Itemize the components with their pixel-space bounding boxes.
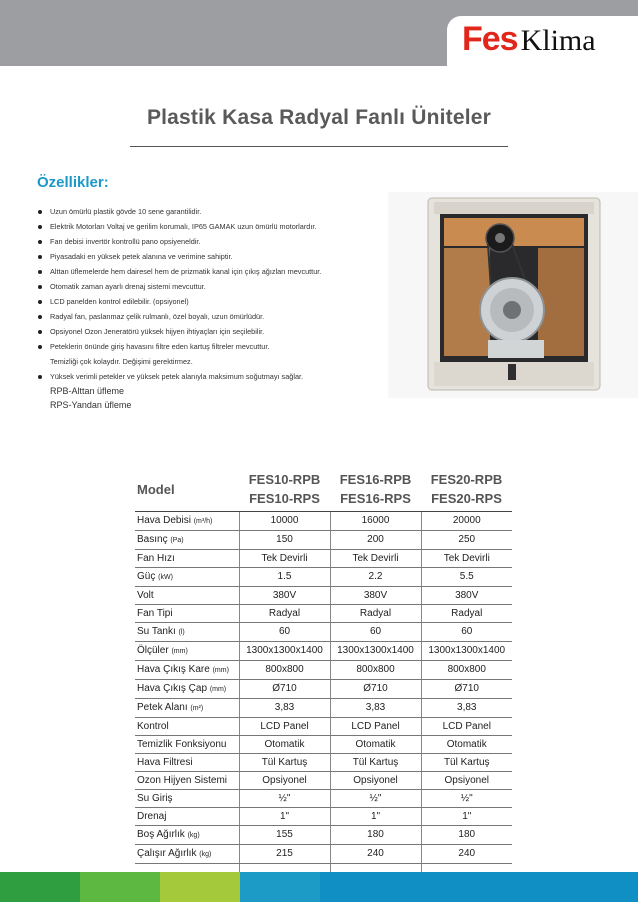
model-column-header [330,468,421,511]
model-name: FES16-RPS [340,491,411,507]
table-row [135,660,512,679]
feature-item: Yüksek verimli petekler ve yüksek petek alanıyla maksimum soğutmayı sağlar. [38,369,388,384]
model-column-header [421,468,512,511]
spec-value: 215 [239,844,330,863]
feature-item: Opsiyonel Ozon Jeneratörü yüksek hijyen ihtiyaçları için seçilebilir. [38,324,388,339]
table-row [135,771,512,789]
feature-item: Piyasadaki en yüksek petek alanına ve verimine sahiptir. [38,249,388,264]
spec-label-text: Çalışır Ağırlık [137,847,197,859]
feature-item: LCD panelden kontrol edilebilir. (opsiyonel) [38,294,388,309]
model-name: FES10-RPS [249,491,320,507]
spec-value: 380V [330,586,421,604]
features-heading: Özellikler: [37,174,109,191]
spec-label-text: Hava Filtresi [137,756,193,768]
model-header: Model [135,468,239,511]
spec-value: 200 [330,530,421,549]
spec-label [135,549,239,567]
spec-value: 1300x1300x1400 [421,641,512,660]
table-row [135,604,512,622]
logo-word: Klima [520,24,596,57]
table-row [135,807,512,825]
spec-value: Ø710 [421,679,512,698]
spec-unit: (m³/h) [193,517,213,525]
spec-unit: (mm) [209,685,227,693]
spec-value: Tek Devirli [239,549,330,567]
spec-value: 800x800 [330,660,421,679]
spec-value: 180 [330,825,421,844]
spec-value: Otomatik [421,735,512,753]
spec-label-text: Su Tankı [137,625,176,637]
spec-value: Tül Kartuş [421,753,512,771]
feature-item: Fan debisi invertör kontrollü pano opsiyeneldir. [38,234,388,249]
feature-item: Peteklerin önünde giriş havasını filtre eden kartuş filtreler mevcuttur. [38,339,388,354]
feature-item: Elektrik Motorları Voltaj ve gerilim korumalı, IP65 GAMAK uzun ömürlü motorlardır. [38,219,388,234]
footer-stripe [160,872,240,902]
feature-item: Radyal fan, paslanmaz çelik rulmanlı, özel boyalı, uzun ömürlüdür. [38,309,388,324]
table-row [135,549,512,567]
spec-value: Radyal [421,604,512,622]
spec-value: 1" [330,807,421,825]
table-row [135,753,512,771]
spec-value: 250 [421,530,512,549]
spec-label [135,735,239,753]
spec-unit: (l) [178,628,185,636]
footer-color-stripes [0,872,638,902]
features-list [38,204,388,412]
spec-value: Ø710 [330,679,421,698]
spec-value: 3,83 [330,698,421,717]
spec-value: 1300x1300x1400 [239,641,330,660]
spec-value: LCD Panel [421,717,512,735]
spec-table [135,468,512,875]
spec-label-text: Boş Ağırlık [137,828,185,840]
spec-label-text: Su Giriş [137,792,173,804]
spec-value: Tül Kartuş [239,753,330,771]
logo-mark: Fes [462,20,518,58]
page-title: Plastik Kasa Radyal Fanlı Üniteler [146,106,492,129]
table-header-row [135,468,512,511]
spec-unit: (mm) [171,647,188,655]
table-row [135,717,512,735]
spec-label-text: Fan Tipi [137,607,173,619]
spec-label [135,807,239,825]
spec-label-text: Drenaj [137,810,167,822]
spec-value: Opsiyonel [330,771,421,789]
spec-value: Opsiyonel [421,771,512,789]
spec-value: 5.5 [421,567,512,586]
spec-label [135,698,239,717]
spec-unit: (kg) [187,831,200,839]
spec-value: 3,83 [421,698,512,717]
spec-label [135,660,239,679]
spec-label [135,586,239,604]
spec-value: 1" [239,807,330,825]
spec-value: Otomatik [330,735,421,753]
model-name: FES16-RPB [339,472,412,488]
spec-value: 3,83 [239,698,330,717]
footer-stripe [320,872,638,902]
spec-value: 150 [239,530,330,549]
blow-direction-note: RPS-Yandan üfleme [50,400,132,410]
spec-value: ½" [421,789,512,807]
spec-value: 60 [421,622,512,641]
model-name: FES20-RPS [431,491,502,507]
spec-value: 20000 [421,511,512,530]
spec-value: Tek Devirli [330,549,421,567]
spec-unit: (mm) [212,666,229,674]
table-row [135,530,512,549]
product-image [388,192,638,398]
spec-value: Tül Kartuş [330,753,421,771]
spec-value: 10000 [239,511,330,530]
spec-label [135,604,239,622]
table-row [135,844,512,863]
table-row [135,511,512,530]
spec-label-text: Fan Hızı [137,552,175,564]
spec-value: Tek Devirli [421,549,512,567]
spec-value: 60 [330,622,421,641]
spec-label [135,622,239,641]
spec-value: 16000 [330,511,421,530]
spec-label [135,789,239,807]
spec-value: 800x800 [239,660,330,679]
spec-label [135,753,239,771]
fes-klima-logo [462,22,596,56]
spec-label-text: Petek Alanı [137,701,188,713]
spec-value: Opsiyonel [239,771,330,789]
spec-label [135,679,239,698]
table-row [135,698,512,717]
spec-value: 180 [421,825,512,844]
spec-value: ½" [330,789,421,807]
spec-value: Radyal [330,604,421,622]
spec-value: LCD Panel [330,717,421,735]
table-row [135,825,512,844]
spec-value: Otomatik [239,735,330,753]
spec-label-text: Volt [137,589,154,601]
blow-direction-note: RPB-Alttan üfleme [50,386,125,396]
feature-item: Otomatik zaman ayarlı drenaj sistemi mevcuttur. [38,279,388,294]
spec-label-text: Temizlik Fonksiyonu [137,738,227,750]
spec-unit: (kg) [199,850,212,858]
table-row [135,622,512,641]
spec-label-text: Hava Debisi [137,514,191,526]
spec-value: 1.5 [239,567,330,586]
spec-label [135,511,239,530]
spec-value: Radyal [239,604,330,622]
footer-stripe [80,872,160,902]
table-row [135,567,512,586]
spec-label [135,530,239,549]
spec-label [135,567,239,586]
title-divider [130,146,508,147]
table-row [135,789,512,807]
spec-value: Ø710 [239,679,330,698]
spec-value: 2.2 [330,567,421,586]
model-name: FES20-RPB [430,472,503,488]
model-column-header [239,468,330,511]
feature-item: Uzun ömürlü plastik gövde 10 sene garantilidir. [38,204,388,219]
spec-label-text: Ozon Hijyen Sistemi [137,774,228,786]
spec-value: ½" [239,789,330,807]
footer-stripe [240,872,320,902]
feature-item: Temizliği çok kolaydır. Değişimi gerektirmez. [50,357,193,366]
spec-value: 240 [421,844,512,863]
spec-value: 155 [239,825,330,844]
spec-label-text: Kontrol [137,720,169,732]
model-name: FES10-RPB [248,472,321,488]
spec-value: LCD Panel [239,717,330,735]
spec-label [135,717,239,735]
spec-label [135,844,239,863]
spec-label [135,771,239,789]
table-row [135,735,512,753]
spec-label-text: Basınç [137,533,168,545]
spec-label [135,641,239,660]
spec-label-text: Güç [137,570,156,582]
spec-value: 240 [330,844,421,863]
feature-item: Alttan üflemelerde hem dairesel hem de prizmatik kanal için çıkış ağızları mevcuttur. [38,264,388,279]
spec-value: 380V [421,586,512,604]
spec-label-text: Hava Çıkış Çap [137,682,208,694]
spec-value: 60 [239,622,330,641]
table-row [135,679,512,698]
table-row [135,586,512,604]
spec-value: 380V [239,586,330,604]
table-row [135,641,512,660]
spec-value: 1300x1300x1400 [330,641,421,660]
spec-label-text: Hava Çıkış Kare [137,663,210,675]
spec-value: 800x800 [421,660,512,679]
spec-label [135,825,239,844]
spec-value: 1" [421,807,512,825]
footer-stripe [0,872,80,902]
spec-unit: (Pa) [170,536,184,544]
spec-label-text: Ölçüler [137,644,169,656]
spec-unit: (m²) [190,704,204,712]
spec-unit: (kW) [158,573,173,581]
